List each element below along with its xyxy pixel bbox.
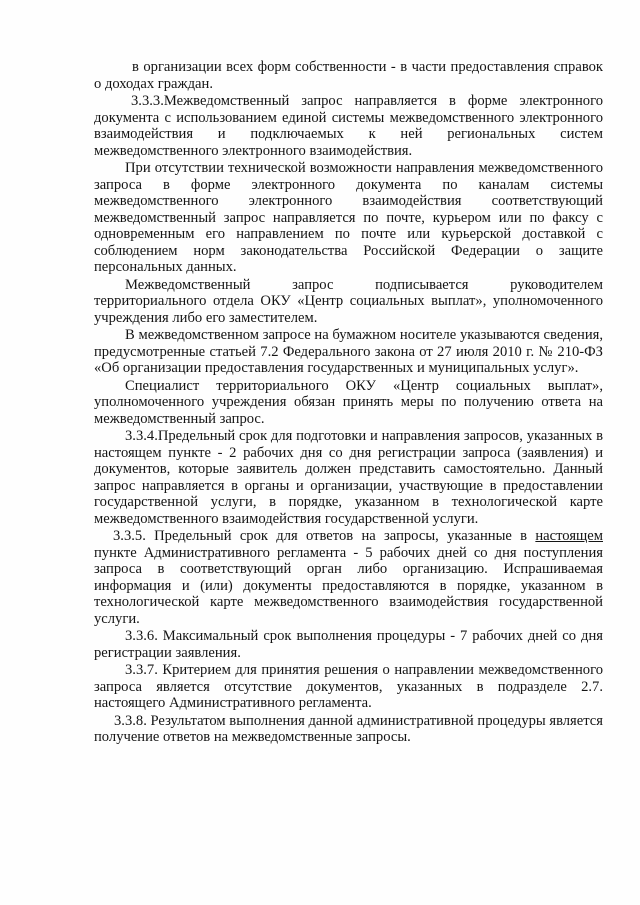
paragraph-no-technical-possibility: При отсутствии технической возможности направления межведомственного запроса в форме электронного документа по каналам системы межведомственного электронного взаимодействия соответствующий межведомственный запрос направляется по почте, курьером или по факсу с одновременным его направлением по почте или курьерской доставкой с соблюдением норм законодательства Российской Федерации о защите персональных данных. <box>94 160 603 275</box>
underlined-word: настоящем <box>535 528 603 544</box>
document-body <box>94 59 603 746</box>
paragraph-3-3-3: 3.3.3.Межведомственный запрос направляется в форме электронного документа с использованием единой системы межведомственного электронного взаимодействия и подключаемых к ней региональных систем межведомственного электронного взаимодействия. <box>94 93 603 159</box>
paragraph-3-3-4: 3.3.4.Предельный срок для подготовки и направления запросов, указанных в настоящем пункте - 2 рабочих дня со дня регистрации запроса (заявления) и документов, которые заявитель должен представить самостоятельно. Данный запрос направляется в органы и организации, участвующие в предоставлении государственной услуги, в порядке, указанном в технологической карте межведомственного взаимодействия государственной услуги. <box>94 428 603 527</box>
paragraph-3-3-7: 3.3.7. Критерием для принятия решения о направлении межведомственного запроса является отсутствие документов, указанных в подразделе 2.7. настоящего Административного регламента. <box>94 662 603 711</box>
paragraph-3-3-5-end: пункте Административного регламента - 5 рабочих дней со дня поступления запроса в соответствующий орган либо организацию. Испрашиваемая информация и (или) документы предоставляются в порядке, указанном в технологической карте межведомственного взаимодействия государственной услуги. <box>94 544 603 627</box>
paragraph-3-3-6: 3.3.6. Максимальный срок выполнения процедуры - 7 рабочих дней со дня регистрации заявления. <box>94 628 603 661</box>
paragraph-request-signed: Межведомственный запрос подписывается руководителем территориального отдела ОКУ «Центр социальных выплат», уполномоченного учреждения либо его заместителем. <box>94 276 603 326</box>
paragraph-3-3-5 <box>94 528 603 627</box>
paragraph-1: в организации всех форм собственности - в части предоставления справок о доходах граждан. <box>94 59 603 92</box>
paragraph-3-3-8: 3.3.8. Результатом выполнения данной административной процедуры является получение ответов на межведомственные запросы. <box>94 712 603 745</box>
paragraph-paper-request: В межведомственном запросе на бумажном носителе указываются сведения, предусмотренные статьей 7.2 Федерального закона от 27 июля 2010 г. № 210-ФЗ «Об организации предоставления государственных и муниципальных услуг». <box>94 327 603 376</box>
paragraph-specialist: Специалист территориального ОКУ «Центр социальных выплат», уполномоченного учреждения обязан принять меры по получению ответа на межведомственный запрос. <box>94 377 603 427</box>
paragraph-3-3-5-start: 3.3.5. Предельный срок для ответов на запросы, указанные в <box>113 528 536 544</box>
